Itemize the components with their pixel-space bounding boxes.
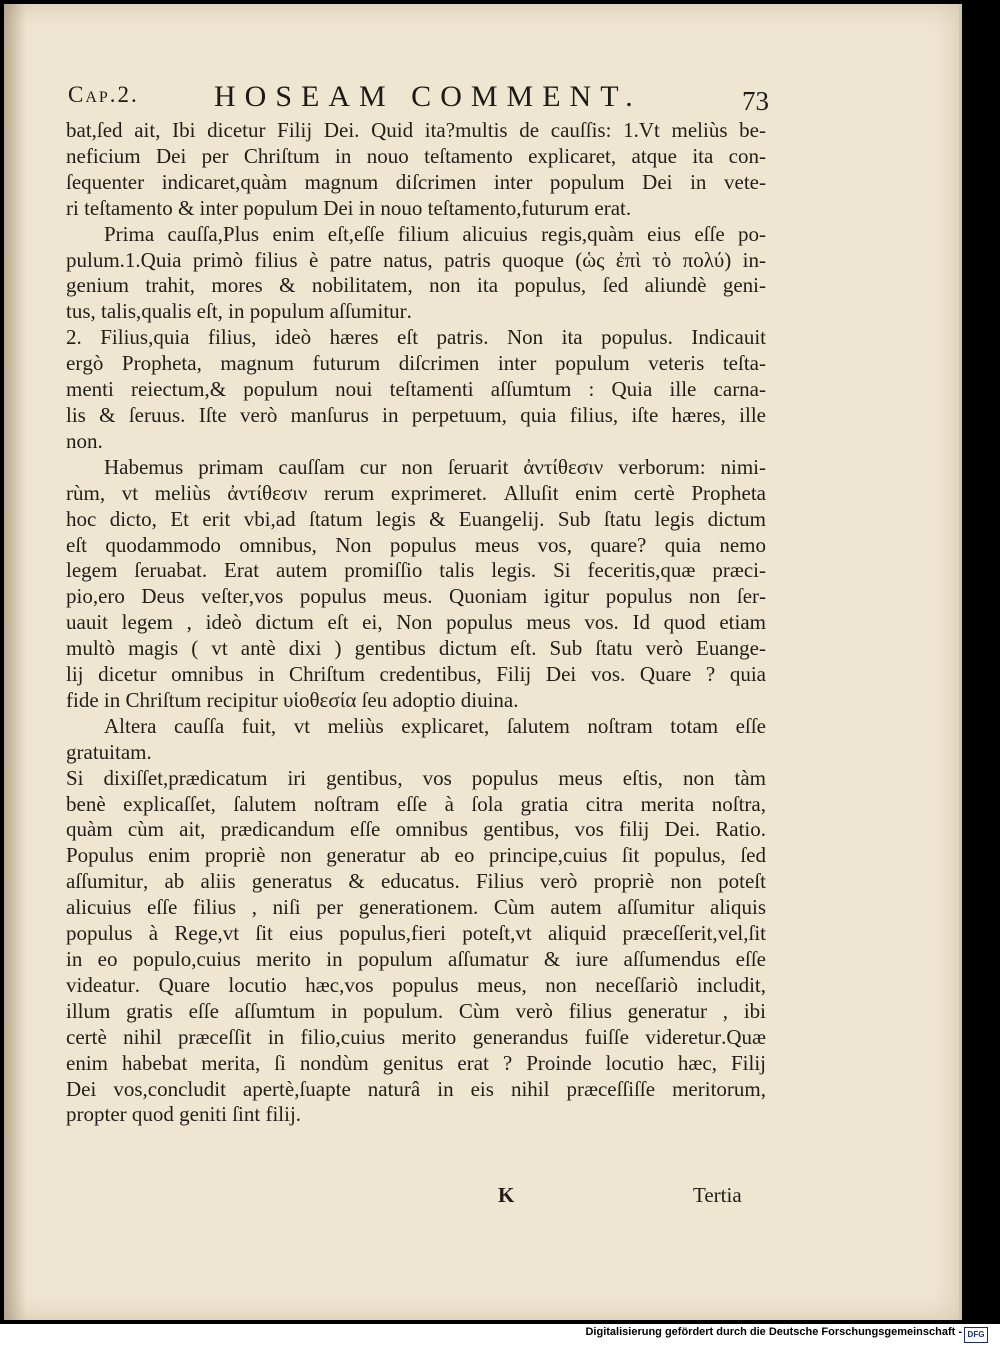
funding-credit: Digitalisierung gefördert durch die Deutsche Forschungsgemeinschaft - bbox=[585, 1326, 962, 1338]
text-line: pulum.1.Quia primò filius è patre natus, patris quoque (ὡς ἐπὶ τὸ πολύ) in- bbox=[66, 247, 766, 272]
text-line: rùm, vt meliùs ἀντίθεσιν rerum exprimeret. Alluſit enim certè Propheta bbox=[66, 480, 766, 505]
text-line: legem ſeruabat. Erat autem promiſſio talis legis. Si feceritis,quæ præci- bbox=[66, 558, 766, 583]
text-line: lij dicetur omnibus in Chriſtum credentibus, Filij Dei vos. Quare ? quia bbox=[66, 662, 766, 687]
text-line: Habemus primam cauſſam cur non ſeruarit ἀντίθεσιν verborum: nimi- bbox=[104, 454, 766, 479]
text-line: alicuius eſſe filius , niſi per generationem. Cùm autem aſſumitur aliquis bbox=[66, 895, 766, 920]
chapter-label: Cap.2. bbox=[68, 82, 139, 107]
text-line: illum gratis eſſe aſſumtum in populum. Cùm verò filius generatur , ibi bbox=[66, 998, 766, 1023]
page-edge bbox=[959, 4, 962, 1320]
text-line: Si dixiſſet,prædicatum iri gentibus, vos populus meus eſtis, non tàm bbox=[66, 765, 766, 790]
text-line: tus, talis,qualis eſt, in populum aſſumitur. bbox=[66, 299, 412, 324]
text-line: ſequenter indicaret,quàm magnum diſcrimen inter populum Dei in vete- bbox=[66, 169, 766, 194]
text-line: Altera cauſſa fuit, vt meliùs explicaret, ſalutem noſtram totam eſſe bbox=[104, 713, 766, 738]
dfg-logo-icon: DFG bbox=[964, 1327, 988, 1343]
text-line: gratuitam. bbox=[66, 739, 152, 764]
text-line: genium trahit, mores & nobilitatem, non ita populus, ſed aliundè geni- bbox=[66, 273, 766, 298]
text-line: 2. Filius,quia filius, ideò hæres eſt patris. Non ita populus. Indicauit bbox=[66, 325, 766, 350]
body-text bbox=[66, 118, 766, 1128]
text-line: lis & ſeruus. Iſte verò manſurus in perpetuum, quia filius, iſte hæres, ille bbox=[66, 402, 766, 427]
text-line: Populus enim propriè non generatur ab eo principe,cuius ſit populus, ſed bbox=[66, 843, 766, 868]
page-number: 73 bbox=[742, 86, 769, 116]
text-line: benè explicaſſet, ſalutem noſtram eſſe à ſola gratia citra merita noſtra, bbox=[66, 791, 766, 816]
signature-mark: K bbox=[498, 1183, 515, 1207]
book-page bbox=[4, 4, 959, 1320]
text-line: bat,ſed ait, Ibi dicetur Filij Dei. Quid ita?multis de cauſſis: 1.Vt meliùs be- bbox=[66, 118, 766, 142]
text-line: videatur. Quare locutio hæc,vos populus meus, non neceſſariò includit, bbox=[66, 972, 766, 997]
text-line: aſſumitur, ab aliis generatus & educatus. Filius verò propriè non poteſt bbox=[66, 869, 766, 894]
text-line: Prima cauſſa,Plus enim eſt,eſſe filium alicuius regis,quàm eius eſſe po- bbox=[104, 221, 766, 246]
text-line: quàm cùm ait, prædicandum eſſe omnibus gentibus, vos filij Dei. Ratio. bbox=[66, 817, 766, 842]
running-header bbox=[4, 80, 959, 120]
text-line: in eo populo,cuius merito in populum aſſumatur & iure aſſumendus eſſe bbox=[66, 947, 766, 971]
text-line: uauit legem , ideò dictum eſt ei, Non populus meus vos. Id quod etiam bbox=[66, 610, 766, 635]
text-line: populus à Rege,vt ſit eius populus,fieri poteſt,vt aliquid præceſſerit,vel,ſit bbox=[66, 921, 766, 946]
text-line: certè nihil præceſſit in filio,cuius merito generandus fuiſſe videretur.Quæ bbox=[66, 1024, 766, 1049]
credit-bar bbox=[0, 1324, 1000, 1346]
catchword: Tertia bbox=[693, 1183, 742, 1207]
text-line: menti reiectum,& populum noui teſtamenti aſſumtum : Quia ille carna- bbox=[66, 377, 766, 402]
text-line: ri teſtamento & inter populum Dei in nouo teſtamento,futurum erat. bbox=[66, 195, 632, 220]
text-line: multò magis ( vt antè dixi ) gentibus dictum eſt. Sub ſtatu verò Euange- bbox=[66, 636, 766, 661]
text-line: enim habebat merita, ſi nondùm genitus erat ? Proinde locutio hæc, Filij bbox=[66, 1050, 766, 1075]
running-title: HOSEAM COMMENT. bbox=[214, 80, 642, 113]
text-line: fide in Chriſtum recipitur υἱοθεσία ſeu adoptio diuina. bbox=[66, 687, 519, 712]
text-line: non. bbox=[66, 428, 103, 453]
text-line: hoc dicto, Et erit vbi,ad ſtatum legis & Euangelij. Sub ſtatu legis dictum bbox=[66, 506, 766, 531]
text-line: neficium Dei per Chriſtum in nouo teſtamento explicaret, atque ita con- bbox=[66, 143, 766, 168]
text-line: ergò Propheta, magnum futurum diſcrimen inter populum veteris teſta- bbox=[66, 351, 766, 376]
text-line: pio,ero Deus veſter,vos populus meus. Quoniam igitur populus non ſer- bbox=[66, 584, 766, 609]
text-line: eſt quodammodo omnibus, Non populus meus vos, quare? quia nemo bbox=[66, 532, 766, 557]
text-line: propter quod geniti ſint filij. bbox=[66, 1102, 302, 1127]
text-line: Dei vos,concludit apertè,ſuapte naturâ in eis nihil præceſſiſſe meritorum, bbox=[66, 1076, 766, 1101]
